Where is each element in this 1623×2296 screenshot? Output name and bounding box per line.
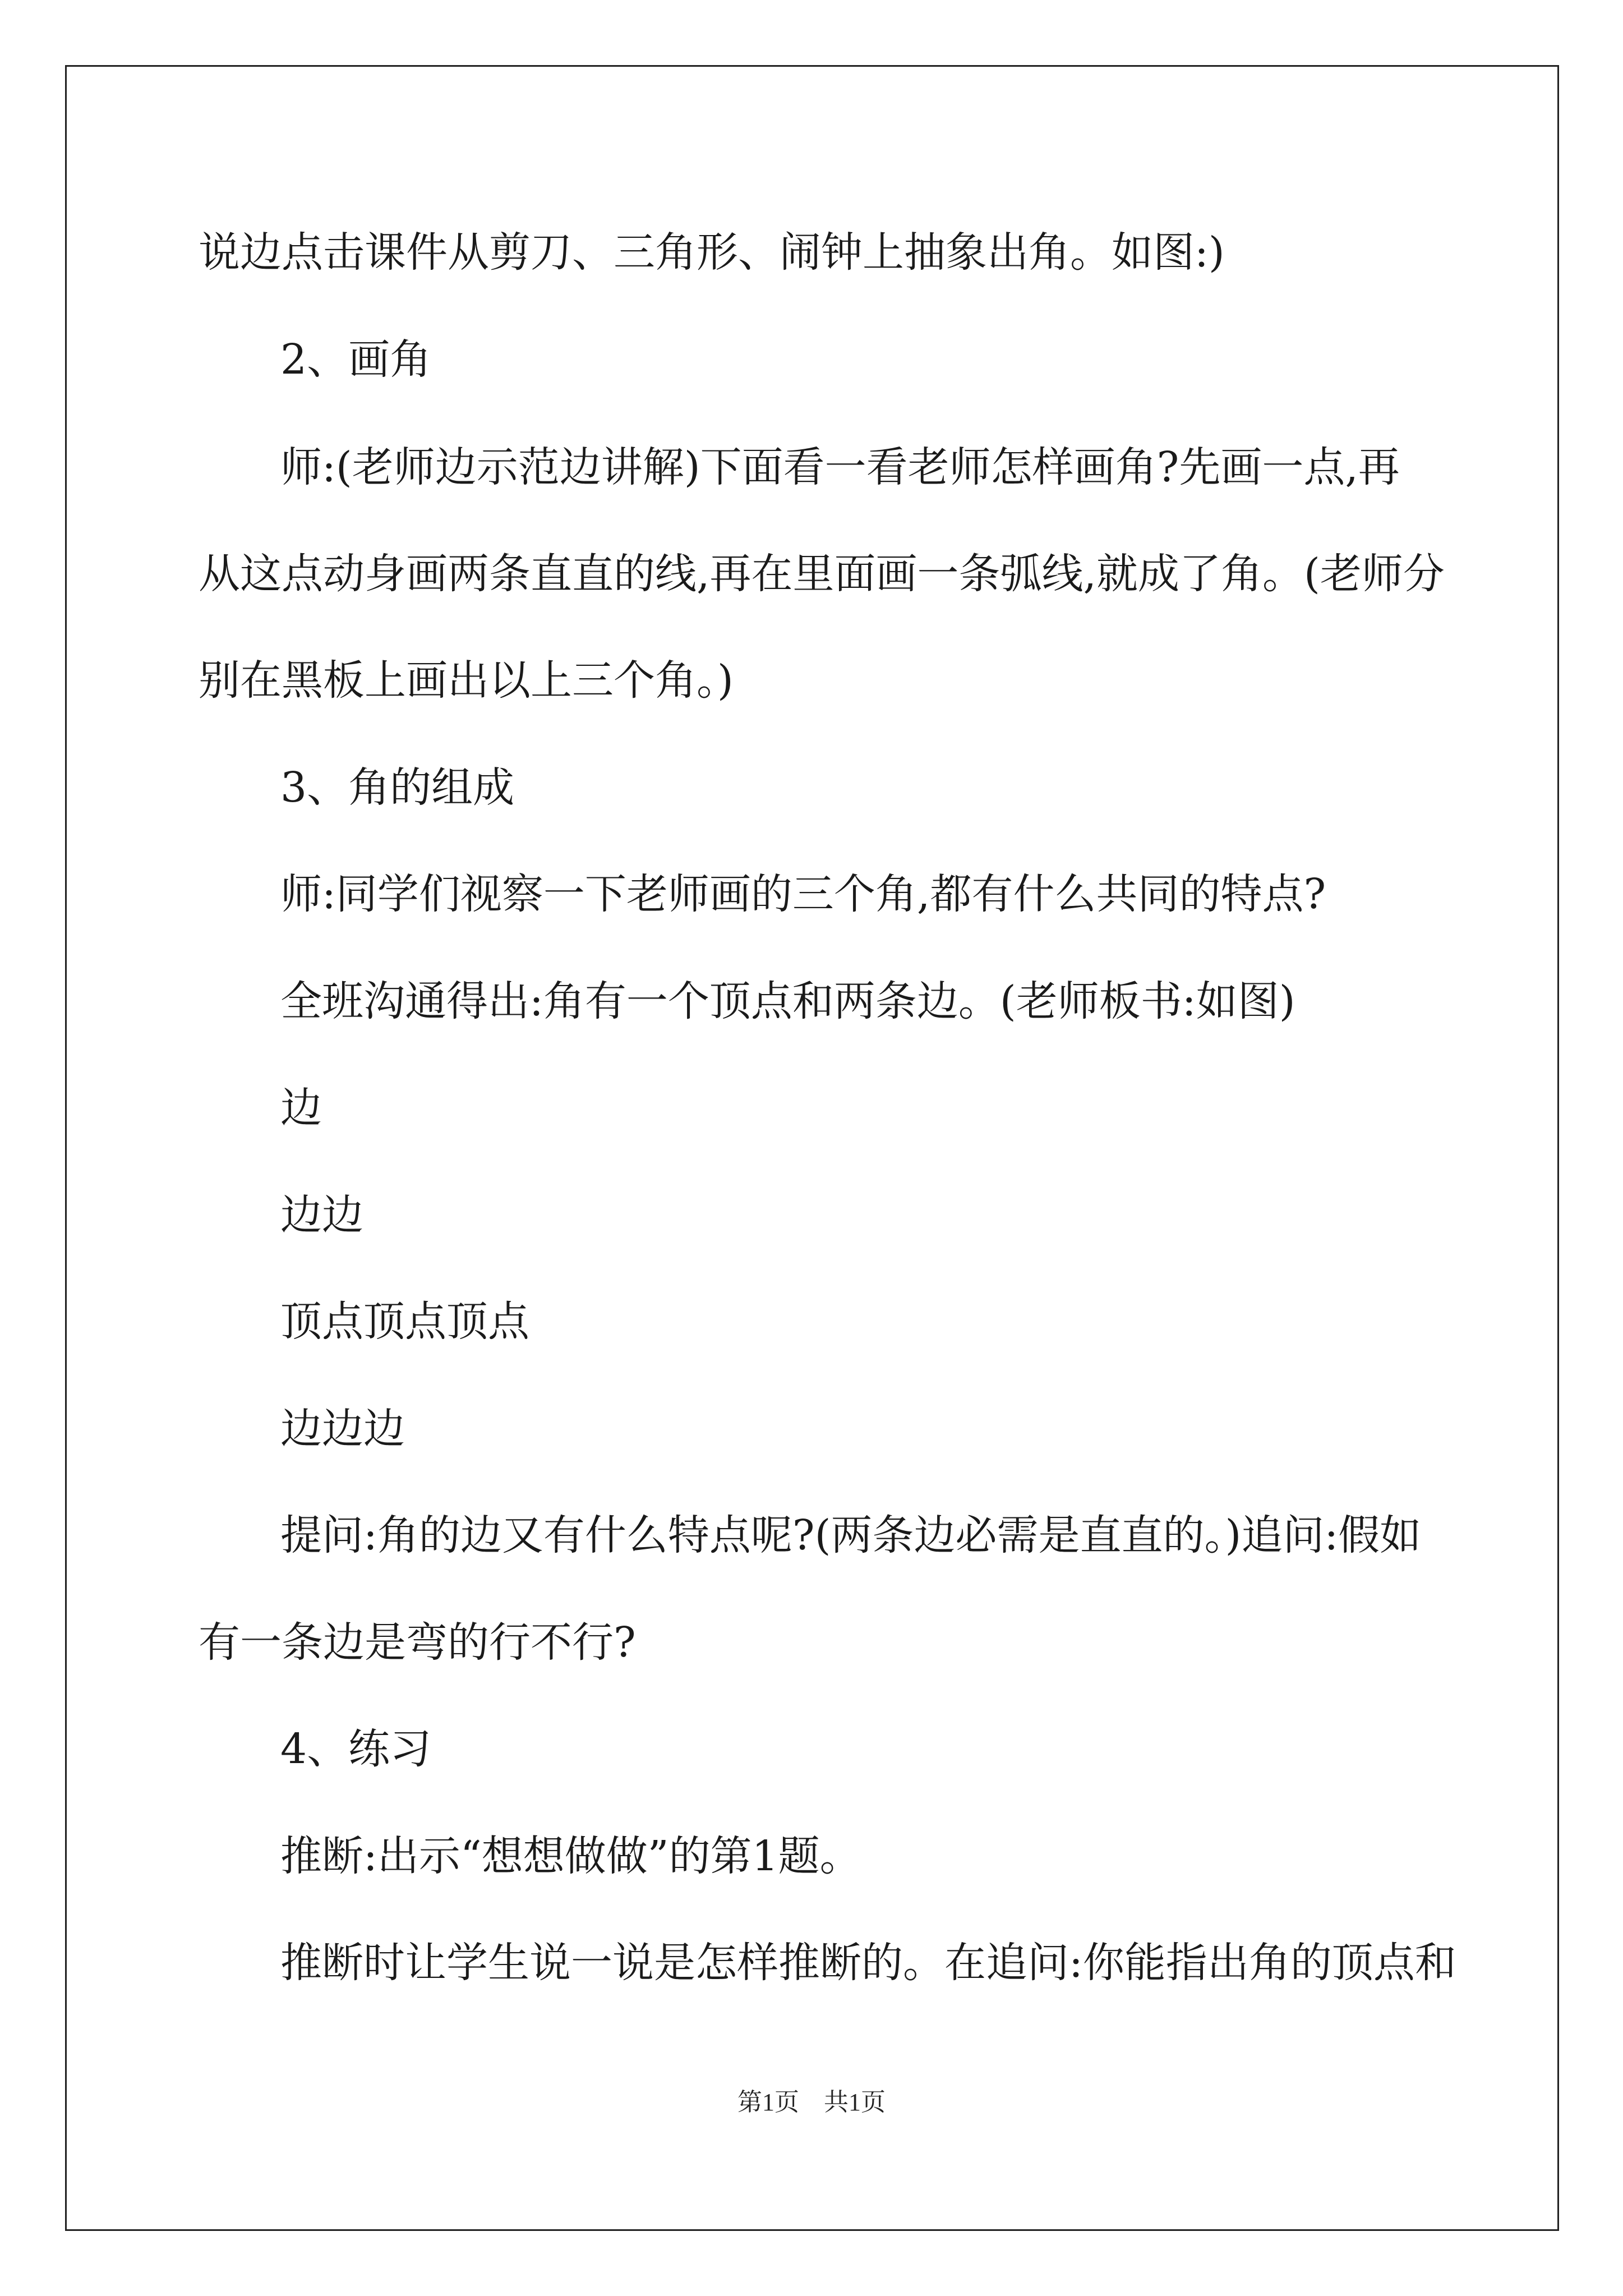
paragraph-line: 别在黑板上画出以上三个角。) xyxy=(199,656,734,705)
section-heading-drawing-angles: 2、画角 xyxy=(280,335,432,384)
paragraph-line: 师:同学们视察一下老师画的三个角,都有什么共同的特点? xyxy=(280,870,1326,918)
paragraph-line: 推断时让学生说一说是怎样推断的。在追问:你能指出角的顶点和 xyxy=(280,1939,1456,1987)
paragraph-line: 推断:出示“想想做做”的第1题。 xyxy=(280,1832,861,1880)
paragraph-line: 师:(老师边示范边讲解)下面看一看老师怎样画角?先画一点,再 xyxy=(280,443,1400,491)
diagram-label-line: 边 xyxy=(280,1084,322,1132)
diagram-label-line: 边边 xyxy=(280,1191,363,1239)
diagram-label-line: 边边边 xyxy=(280,1405,405,1453)
paragraph-line: 全班沟通得出:角有一个顶点和两条边。(老师板书:如图) xyxy=(280,977,1295,1025)
page-footer: 第1页 共1页 xyxy=(737,2088,886,2116)
section-heading-angle-composition: 3、角的组成 xyxy=(280,763,515,812)
section-heading-practice: 4、练习 xyxy=(280,1725,432,1773)
paragraph-line: 说边点击课件从剪刀、三角形、闹钟上抽象出角。如图:) xyxy=(199,228,1225,277)
paragraph-line: 从这点动身画两条直直的线,再在里面画一条弧线,就成了角。(老师分 xyxy=(199,550,1445,598)
diagram-label-line: 顶点顶点顶点 xyxy=(280,1297,529,1346)
page-border xyxy=(65,65,1559,2231)
paragraph-line: 有一条边是弯的行不行? xyxy=(199,1618,636,1667)
paragraph-line: 提问:角的边又有什么特点呢?(两条边必需是直直的。)追问:假如 xyxy=(280,1511,1422,1559)
